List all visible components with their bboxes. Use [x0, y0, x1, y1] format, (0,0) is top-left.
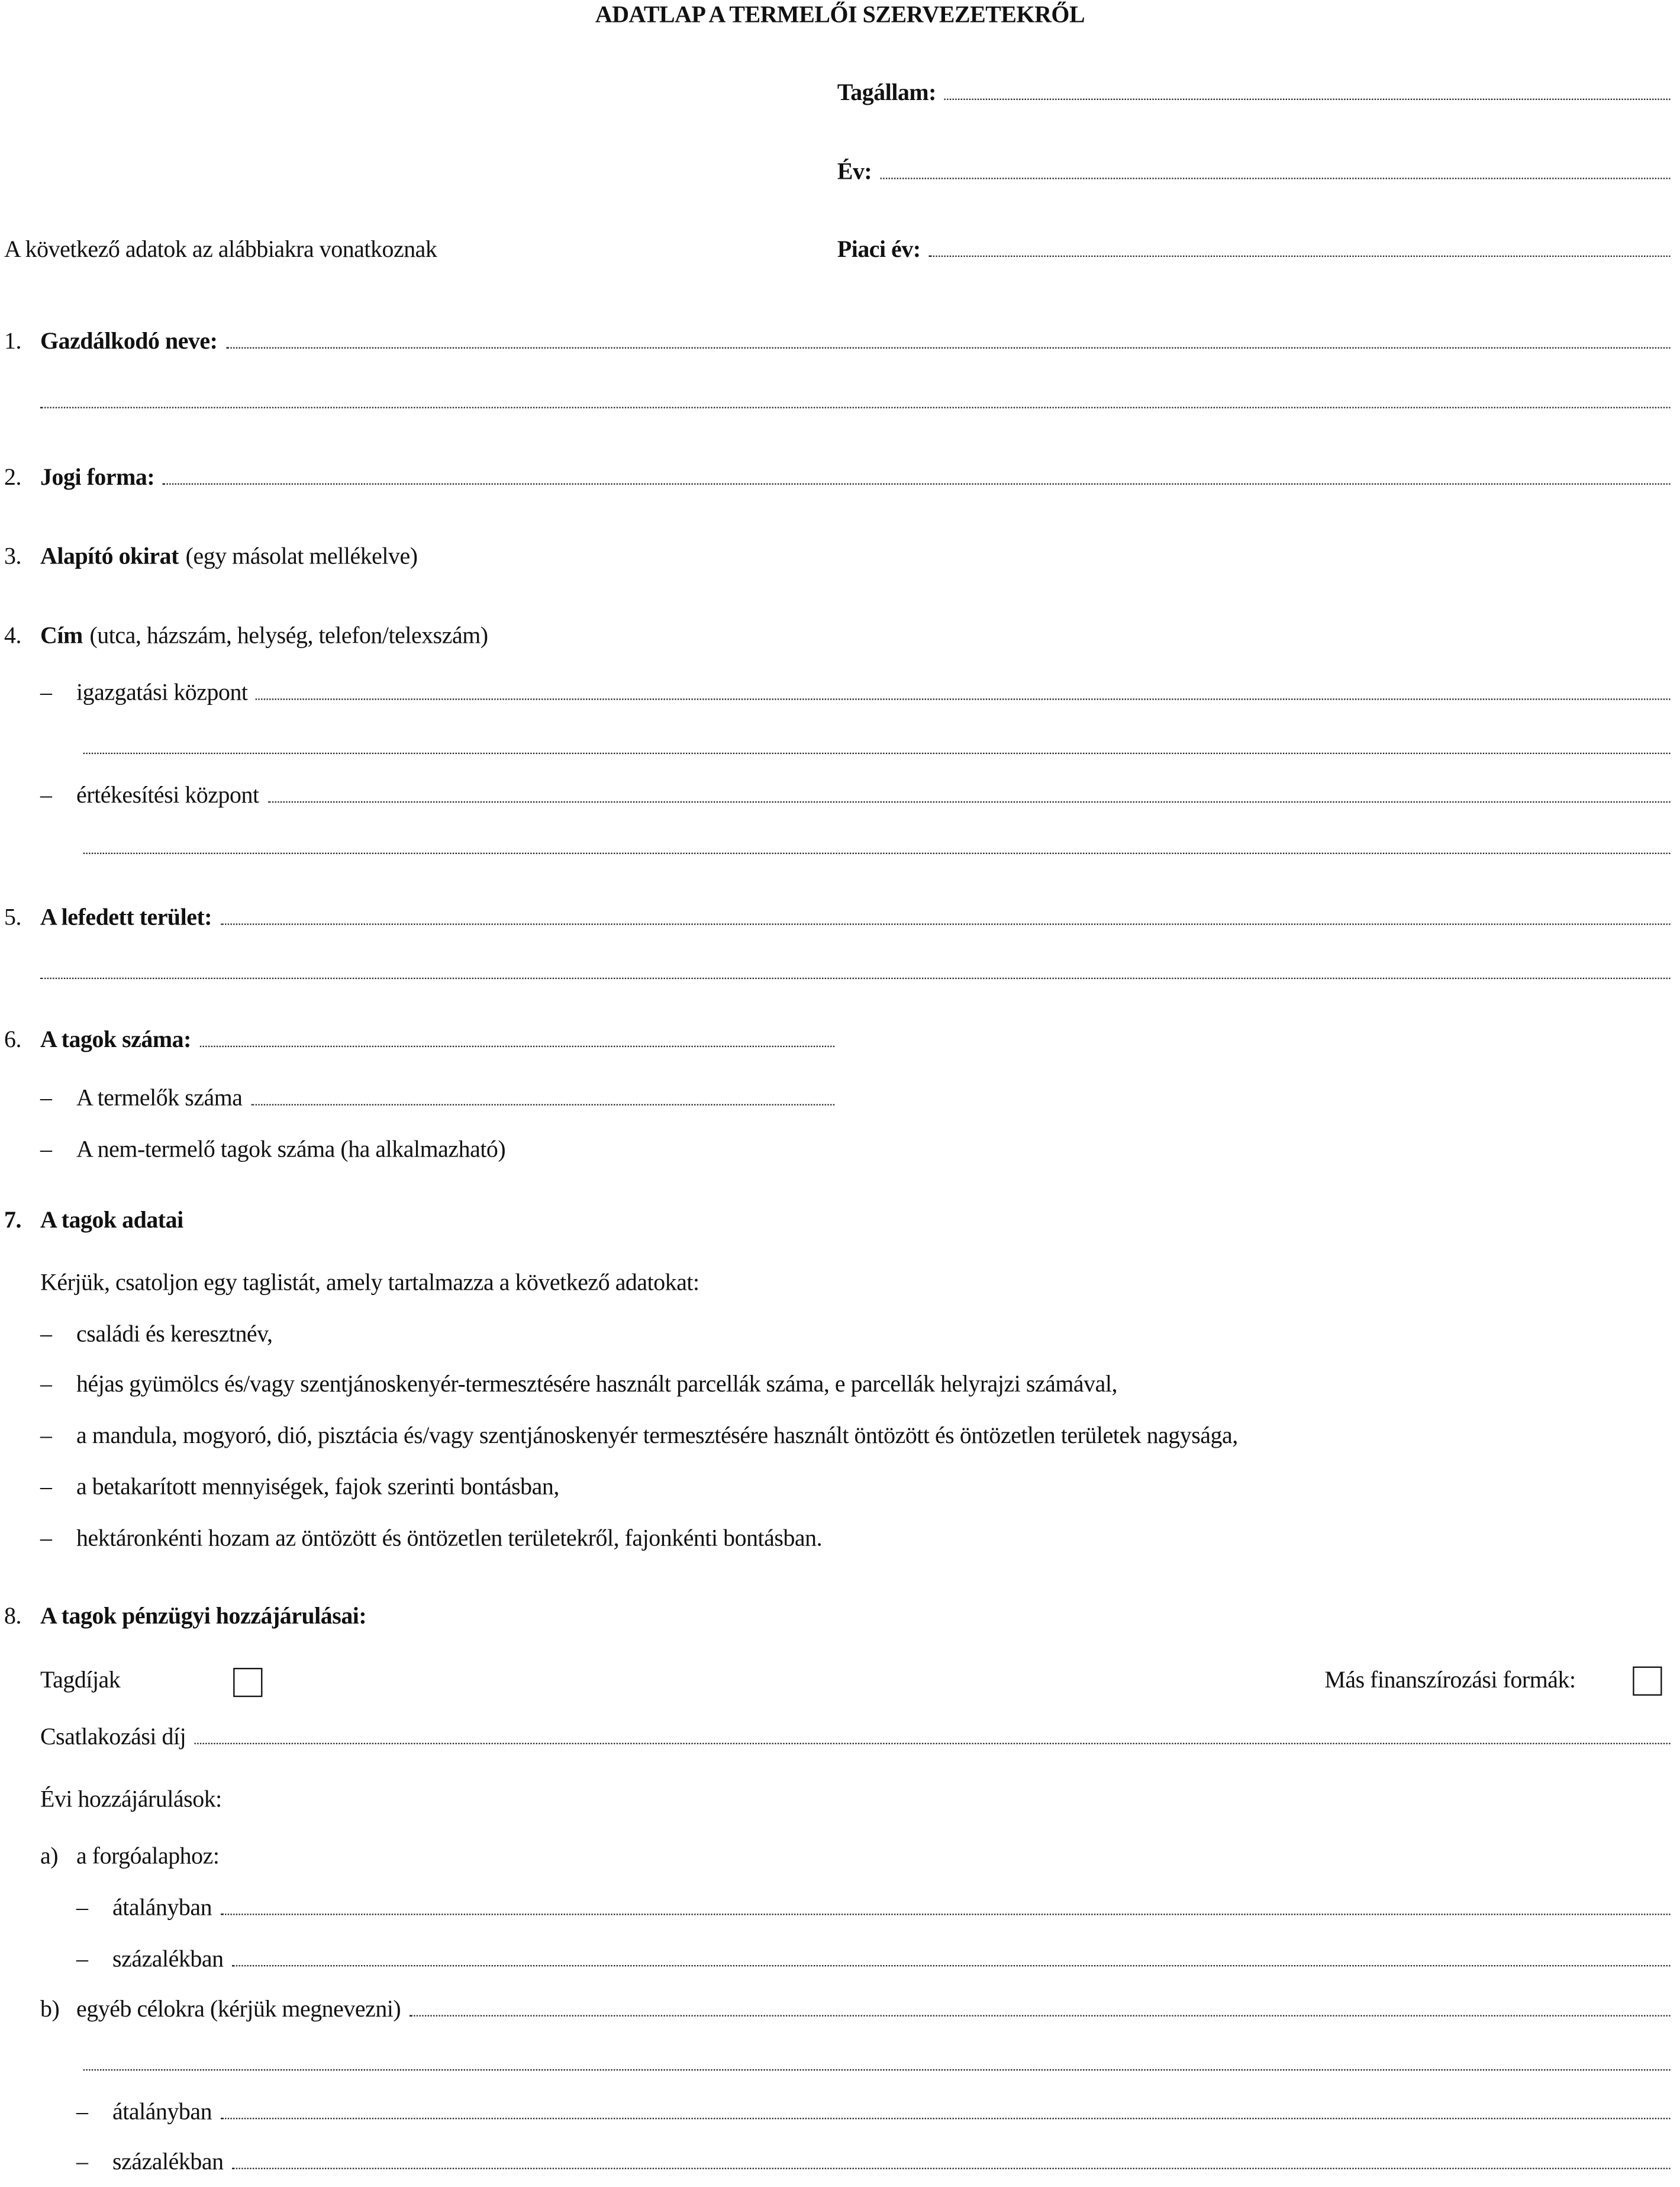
- market-year-field[interactable]: [837, 236, 1671, 269]
- percent-label: százalékban: [112, 1946, 224, 1972]
- sales-office-input[interactable]: [267, 787, 1671, 803]
- year-label: Év:: [837, 158, 872, 185]
- member-data-heading: [4, 1207, 183, 1240]
- other-purposes-percent-field[interactable]: [76, 2149, 1671, 2182]
- head-office-input[interactable]: [256, 685, 1671, 700]
- year-field[interactable]: [837, 158, 1671, 191]
- dash-bullet: –: [40, 1136, 52, 1162]
- other-purposes-flat-input[interactable]: [220, 2104, 1670, 2120]
- dash-bullet: –: [40, 1084, 52, 1112]
- dash-bullet: –: [40, 1422, 52, 1449]
- other-purposes-label: egyéb célokra (kérjük megnevezni): [76, 1995, 401, 2022]
- dash-bullet: –: [40, 679, 52, 706]
- sales-office-field[interactable]: [40, 782, 1671, 815]
- member-count-label: A tagok száma:: [40, 1026, 191, 1053]
- list-item: [40, 1422, 1238, 1455]
- list-item: [40, 1525, 822, 1558]
- percent-label: százalékban: [112, 2148, 224, 2175]
- member-data-intro-text: Kérjük, csatoljon egy taglistát, amely tartalmazza a következő adatokat:: [40, 1269, 699, 1296]
- financial-contributions-heading: [4, 1603, 366, 1636]
- joining-fee-label: Csatlakozási díj: [40, 1723, 186, 1750]
- list-item-text: családi és keresztnév,: [76, 1320, 273, 1347]
- section-number: 6.: [4, 1026, 22, 1053]
- address-label: Cím: [40, 622, 83, 649]
- member-state-field[interactable]: [837, 79, 1671, 112]
- other-purposes-flat-field[interactable]: [76, 2098, 1671, 2131]
- fees-text: Tagdíjak: [40, 1666, 121, 1693]
- covered-area-field[interactable]: [4, 904, 1671, 937]
- founding-document-label: Alapító okirat: [40, 543, 179, 569]
- list-item-text: héjas gyümölcs és/vagy szentjánoskenyér-termesztésére használt parcellák száma, e parcellák helyrajzi számával,: [76, 1370, 1118, 1397]
- dash-bullet: –: [40, 1525, 52, 1551]
- other-purposes-input-line2[interactable]: [83, 2069, 1671, 2070]
- head-office-label: igazgatási központ: [76, 679, 248, 706]
- list-item: [40, 1473, 559, 1506]
- flat-label: átalányban: [112, 2098, 212, 2125]
- joining-fee-input[interactable]: [194, 1729, 1670, 1744]
- dash-bullet: –: [40, 1370, 52, 1397]
- head-office-field[interactable]: [40, 679, 1671, 712]
- member-state-input[interactable]: [944, 85, 1671, 100]
- section-number: 1.: [4, 327, 22, 355]
- farmer-name-input-line2[interactable]: [40, 407, 1671, 408]
- working-fund-label: a forgóalaphoz:: [76, 1843, 220, 1870]
- intro-label: A következő adatok az alábbiakra vonatkoznak: [4, 236, 437, 263]
- dash-bullet: –: [76, 1946, 88, 1972]
- producer-count-label: A termelők száma: [76, 1084, 243, 1112]
- covered-area-input-line2[interactable]: [40, 978, 1671, 979]
- dash-bullet: –: [76, 1894, 88, 1921]
- section-number: 7.: [4, 1206, 22, 1233]
- item-letter: a): [40, 1843, 59, 1870]
- list-item-text: hektáronkénti hozam az öntözött és öntözetlen területekről, fajonkénti bontásban.: [76, 1525, 823, 1551]
- member-count-input[interactable]: [199, 1032, 834, 1047]
- working-fund-flat-input[interactable]: [220, 1900, 1670, 1915]
- other-purposes-field[interactable]: [40, 1996, 1671, 2029]
- working-fund-heading: [40, 1843, 219, 1876]
- other-financing-checkbox[interactable]: [1633, 1667, 1662, 1696]
- working-fund-percent-field[interactable]: [76, 1946, 1671, 1979]
- section-number: 3.: [4, 543, 22, 569]
- founding-document-note: (egy másolat mellékelve): [185, 543, 418, 569]
- section-number: 4.: [4, 622, 22, 649]
- title-text: ADATLAP A TERMELŐI SZERVEZETEKRŐL: [595, 1, 1085, 28]
- flat-label: átalányban: [112, 1894, 212, 1921]
- working-fund-flat-field[interactable]: [76, 1894, 1671, 1927]
- fees-label: [40, 1667, 120, 1700]
- address-heading: [4, 622, 488, 655]
- member-count-field[interactable]: [4, 1026, 834, 1059]
- item-letter: b): [40, 1995, 60, 2022]
- other-financing-text: Más finanszírozási formák:: [1324, 1666, 1576, 1693]
- dash-bullet: –: [40, 1320, 52, 1347]
- market-year-label: Piaci év:: [837, 236, 921, 263]
- intro-text: [4, 236, 437, 269]
- non-producer-count: [40, 1136, 505, 1169]
- legal-form-field[interactable]: [4, 464, 1671, 497]
- section-number: 8.: [4, 1602, 22, 1629]
- fees-checkbox[interactable]: [233, 1668, 262, 1697]
- annual-contributions-text: Évi hozzájárulások:: [40, 1786, 222, 1812]
- other-purposes-input[interactable]: [409, 2001, 1670, 2017]
- working-fund-percent-input[interactable]: [232, 1951, 1671, 1967]
- market-year-input[interactable]: [929, 241, 1671, 257]
- section-number: 2.: [4, 463, 22, 491]
- member-state-label: Tagállam:: [837, 79, 936, 106]
- founding-document: [4, 543, 418, 576]
- legal-form-label: Jogi forma:: [40, 463, 155, 491]
- sales-office-label: értékesítési központ: [76, 781, 259, 809]
- dash-bullet: –: [40, 781, 52, 809]
- form-title: [0, 1, 1680, 34]
- year-input[interactable]: [880, 164, 1670, 179]
- list-item: [40, 1371, 1117, 1404]
- producer-count-field[interactable]: [40, 1084, 834, 1117]
- sales-office-input-line2[interactable]: [83, 853, 1671, 854]
- other-purposes-percent-input[interactable]: [232, 2154, 1671, 2169]
- address-note: (utca, házszám, helység, telefon/telexszám): [89, 622, 488, 649]
- non-producer-count-label: A nem-termelő tagok száma (ha alkalmazható): [76, 1136, 506, 1162]
- annual-contributions-label: [40, 1786, 222, 1819]
- list-item: [40, 1320, 273, 1354]
- list-item-text: a betakarított mennyiségek, fajok szerinti bontásban,: [76, 1473, 559, 1500]
- legal-form-input[interactable]: [163, 469, 1670, 485]
- farmer-name-field[interactable]: [4, 328, 1671, 361]
- producer-count-input[interactable]: [251, 1090, 835, 1106]
- dash-bullet: –: [76, 2098, 88, 2125]
- financial-contributions-label: A tagok pénzügyi hozzájárulásai:: [40, 1602, 367, 1629]
- covered-area-input[interactable]: [220, 910, 1670, 925]
- member-data-label: A tagok adatai: [40, 1206, 183, 1233]
- covered-area-label: A lefedett terület:: [40, 904, 212, 931]
- farmer-name-label: Gazdálkodó neve:: [40, 327, 218, 355]
- section-number: 5.: [4, 904, 22, 931]
- dash-bullet: –: [40, 1473, 52, 1500]
- other-financing-label: [1324, 1667, 1575, 1700]
- head-office-input-line2[interactable]: [83, 753, 1671, 754]
- joining-fee-field[interactable]: [40, 1724, 1671, 1757]
- farmer-name-input[interactable]: [226, 333, 1671, 349]
- dash-bullet: –: [76, 2148, 88, 2175]
- list-item-text: a mandula, mogyoró, dió, pisztácia és/vagy szentjánoskenyér termesztésére használt öntözött és öntözetlen területek nagysága,: [76, 1422, 1238, 1449]
- member-data-intro: [40, 1270, 699, 1303]
